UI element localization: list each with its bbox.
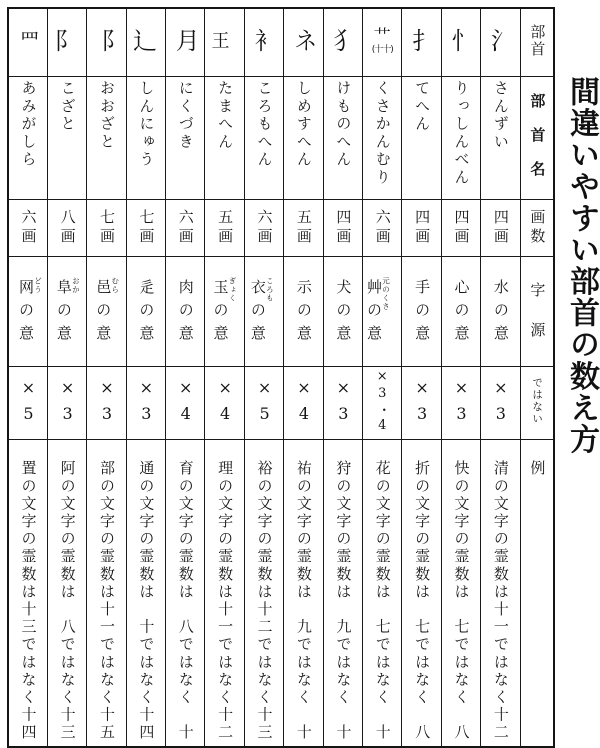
strokes-cell <box>87 199 126 256</box>
origin-cell <box>441 256 480 366</box>
wrong-count: ×4 <box>176 378 196 430</box>
stroke-count: 七画 <box>97 208 116 247</box>
radical-cell-kozato <box>47 8 86 76</box>
radical-cell-nikuzuki <box>166 8 205 76</box>
origin-text: 网の意 <box>17 278 35 348</box>
stroke-count: 四画 <box>334 208 353 247</box>
not-cell <box>205 366 244 439</box>
example-cell <box>166 439 205 747</box>
header-label: ではない <box>531 377 544 426</box>
stroke-count: 四画 <box>413 208 432 247</box>
example-text: 部の文字の霊数は十一ではなく十五 <box>97 459 116 742</box>
example-cell <box>126 439 165 747</box>
origin-text: 手の意 <box>413 278 432 348</box>
stroke-count: 四画 <box>491 208 510 247</box>
example-cell <box>8 439 47 747</box>
radical-name: しんにゅう <box>137 79 156 169</box>
stroke-count: 八画 <box>58 208 77 247</box>
example-text: 快の文字の霊数は 七ではなく 八 <box>452 459 471 742</box>
origin-text: 心の意 <box>452 278 471 348</box>
not-cell <box>323 366 362 439</box>
stroke-count: 七画 <box>137 208 156 247</box>
example-cell <box>87 439 126 747</box>
radical-name: てへん <box>413 79 432 133</box>
wrong-count: ×3 <box>97 378 117 430</box>
strokes-cell <box>8 199 47 256</box>
row-not <box>8 366 554 439</box>
radical-glyph: 氵 <box>486 28 515 53</box>
radical-glyph: 阝 <box>49 28 78 53</box>
wrong-count: ×3 <box>333 378 353 430</box>
not-cell <box>166 366 205 439</box>
origin-text: 艸の意 <box>365 278 384 348</box>
origin-text: 犬の意 <box>334 278 353 348</box>
origin-ruby-group <box>248 271 275 352</box>
radical-glyph: ネ <box>289 28 318 53</box>
not-cell <box>441 366 480 439</box>
not-cell <box>363 366 402 439</box>
header-not <box>520 366 554 439</box>
radical-glyph: 月 <box>171 28 200 53</box>
wrong-count: ×3 <box>491 378 511 430</box>
origin-cell <box>205 256 244 366</box>
example-cell <box>402 439 441 747</box>
example-cell <box>481 439 520 747</box>
stroke-count: 五画 <box>294 208 313 247</box>
origin-ruby: 元のくさ <box>381 276 391 311</box>
wrong-count: ×5 <box>255 378 275 430</box>
origin-ruby-group <box>365 271 391 352</box>
example-text: 置の文字の霊数は十三ではなく十四 <box>19 459 38 742</box>
example-text: 育の文字の霊数は 八ではなく 十 <box>176 459 195 742</box>
origin-text: 辵の意 <box>137 278 156 348</box>
origin-text: 邑の意 <box>94 278 113 348</box>
origin-cell <box>126 256 165 366</box>
strokes-cell <box>323 199 362 256</box>
example-cell <box>284 439 323 747</box>
name-cell <box>244 76 283 199</box>
radical-cell-tamahen <box>205 8 244 76</box>
origin-ruby-group <box>54 271 81 352</box>
origin-ruby-group <box>94 271 120 352</box>
origin-cell <box>363 256 402 366</box>
page-title: 間違いやすい部首の数え方 <box>564 76 599 456</box>
example-text: 祐の文字の霊数は 九ではなく 十 <box>294 459 313 742</box>
radical-name: こざと <box>58 79 77 133</box>
name-cell <box>481 76 520 199</box>
radical-cell-oozato <box>87 8 126 76</box>
name-cell <box>126 76 165 199</box>
radical-cell-amigashira <box>8 8 47 76</box>
example-cell <box>323 439 362 747</box>
stroke-count: 六画 <box>19 208 38 247</box>
stroke-count: 五画 <box>216 208 235 247</box>
stroke-count: 六画 <box>176 208 195 247</box>
not-cell <box>126 366 165 439</box>
row-example <box>8 439 554 747</box>
radical-name: たまへん <box>216 79 235 151</box>
origin-ruby: どう <box>33 276 43 294</box>
wrong-count: ×3・4 <box>374 368 390 435</box>
header-label: 例 <box>528 459 547 475</box>
origin-ruby-group <box>211 271 237 352</box>
example-text: 花の文字の霊数は 七ではなく 十 <box>373 459 392 742</box>
header-label: 部首 <box>528 24 547 59</box>
example-text: 折の文字の霊数は 七ではなく 八 <box>413 459 432 742</box>
origin-text: 肉の意 <box>176 278 195 348</box>
origin-text: 衣の意 <box>248 278 267 348</box>
radical-glyph: 艹 <box>373 26 391 47</box>
strokes-cell <box>284 199 323 256</box>
strokes-cell <box>481 199 520 256</box>
radical-glyph: 犭 <box>328 28 357 53</box>
origin-cell <box>8 256 47 366</box>
example-text: 清の文字の霊数は十一ではなく十二 <box>491 459 510 742</box>
not-cell <box>284 366 323 439</box>
example-cell <box>363 439 402 747</box>
origin-ruby: むら <box>110 276 120 294</box>
radical-cell-risshinben <box>441 8 480 76</box>
example-cell <box>244 439 283 747</box>
wrong-count: ×4 <box>294 378 314 430</box>
name-cell <box>8 76 47 199</box>
example-cell <box>205 439 244 747</box>
radical-name: おおざと <box>97 79 116 151</box>
radical-glyph: 衤 <box>250 28 279 53</box>
origin-text: 玉の意 <box>211 278 230 348</box>
origin-cell <box>87 256 126 366</box>
strokes-cell <box>166 199 205 256</box>
name-cell <box>47 76 86 199</box>
radical-name: にくづき <box>176 79 195 151</box>
radical-name: さんずい <box>491 79 510 151</box>
radical-name: あみがしら <box>19 79 38 169</box>
strokes-cell <box>205 199 244 256</box>
radical-name: ころもへん <box>255 79 274 169</box>
radical-glyph-old-form: (十十) <box>371 44 393 55</box>
origin-ruby: ぎょく <box>227 276 237 302</box>
radical-name: けものへん <box>334 79 353 169</box>
example-cell <box>441 439 480 747</box>
name-cell <box>441 76 480 199</box>
origin-cell <box>166 256 205 366</box>
wrong-count: ×3 <box>451 378 471 430</box>
radical-glyph: 王 <box>208 31 230 50</box>
radical-cell-kemonohen <box>323 8 362 76</box>
origin-cell <box>323 256 362 366</box>
strokes-cell <box>244 199 283 256</box>
origin-ruby-group <box>17 271 43 352</box>
origin-text: 水の意 <box>491 278 510 348</box>
name-cell <box>87 76 126 199</box>
wrong-count: ×3 <box>58 378 78 430</box>
radical-name: くさかんむり <box>373 79 392 186</box>
name-cell <box>363 76 402 199</box>
header-example <box>520 439 554 747</box>
stroke-count: 六画 <box>373 208 392 247</box>
example-cell <box>47 439 86 747</box>
name-cell <box>166 76 205 199</box>
origin-ruby: おか <box>71 276 81 294</box>
row-radical <box>8 8 554 76</box>
not-cell <box>8 366 47 439</box>
origin-cell <box>481 256 520 366</box>
header-label: 部首名 <box>528 92 547 195</box>
radical-name: しめすへん <box>294 79 313 169</box>
radical-glyph: 忄 <box>446 28 475 53</box>
name-cell <box>323 76 362 199</box>
header-label: 画数 <box>528 208 547 247</box>
example-text: 理の文字の霊数は十一ではなく十二 <box>216 459 235 742</box>
example-text: 裕の文字の霊数は十二ではなく十三 <box>255 459 274 742</box>
not-cell <box>244 366 283 439</box>
radical-cell-sanzui <box>481 8 520 76</box>
radical-glyph: 阝 <box>96 28 125 53</box>
origin-cell <box>47 256 86 366</box>
row-strokes <box>8 199 554 256</box>
radical-cell-kusakanmuri <box>363 8 402 76</box>
origin-ruby: ころも <box>265 276 275 302</box>
name-cell <box>205 76 244 199</box>
not-cell <box>481 366 520 439</box>
example-text: 阿の文字の霊数は 八ではなく十三 <box>58 459 77 742</box>
stroke-count: 六画 <box>255 208 274 247</box>
origin-cell <box>284 256 323 366</box>
not-cell <box>47 366 86 439</box>
radical-cell-shimesuhen <box>284 8 323 76</box>
row-name <box>8 76 554 199</box>
radical-table <box>7 7 555 748</box>
radical-glyph: 辶 <box>128 28 157 53</box>
strokes-cell <box>47 199 86 256</box>
example-text: 狩の文字の霊数は 九ではなく 十 <box>334 459 353 742</box>
wrong-count: ×3 <box>412 378 432 430</box>
strokes-cell <box>402 199 441 256</box>
radical-cell-shinnyu <box>126 8 165 76</box>
radical-cell-koromohen <box>244 8 283 76</box>
origin-text: 阜の意 <box>54 278 73 348</box>
name-cell <box>402 76 441 199</box>
header-radical <box>520 8 554 76</box>
wrong-count: ×5 <box>18 378 38 430</box>
radical-glyph: 罒 <box>15 30 40 51</box>
radical-name: りっしんべん <box>452 79 471 186</box>
header-name <box>520 76 554 199</box>
example-text: 通の文字の霊数は 十ではなく十四 <box>137 459 156 742</box>
wrong-count: ×3 <box>136 378 156 430</box>
origin-text: 示の意 <box>294 278 313 348</box>
header-strokes <box>520 199 554 256</box>
strokes-cell <box>441 199 480 256</box>
not-cell <box>402 366 441 439</box>
row-origin <box>8 256 554 366</box>
wrong-count: ×4 <box>215 378 235 430</box>
origin-cell <box>244 256 283 366</box>
header-label: 字源 <box>528 281 547 362</box>
stroke-count: 四画 <box>452 208 471 247</box>
radical-glyph: 扌 <box>407 28 436 53</box>
strokes-cell <box>126 199 165 256</box>
name-cell <box>284 76 323 199</box>
radical-cell-tehen <box>402 8 441 76</box>
strokes-cell <box>363 199 402 256</box>
not-cell <box>87 366 126 439</box>
origin-cell <box>402 256 441 366</box>
header-origin <box>520 256 554 366</box>
